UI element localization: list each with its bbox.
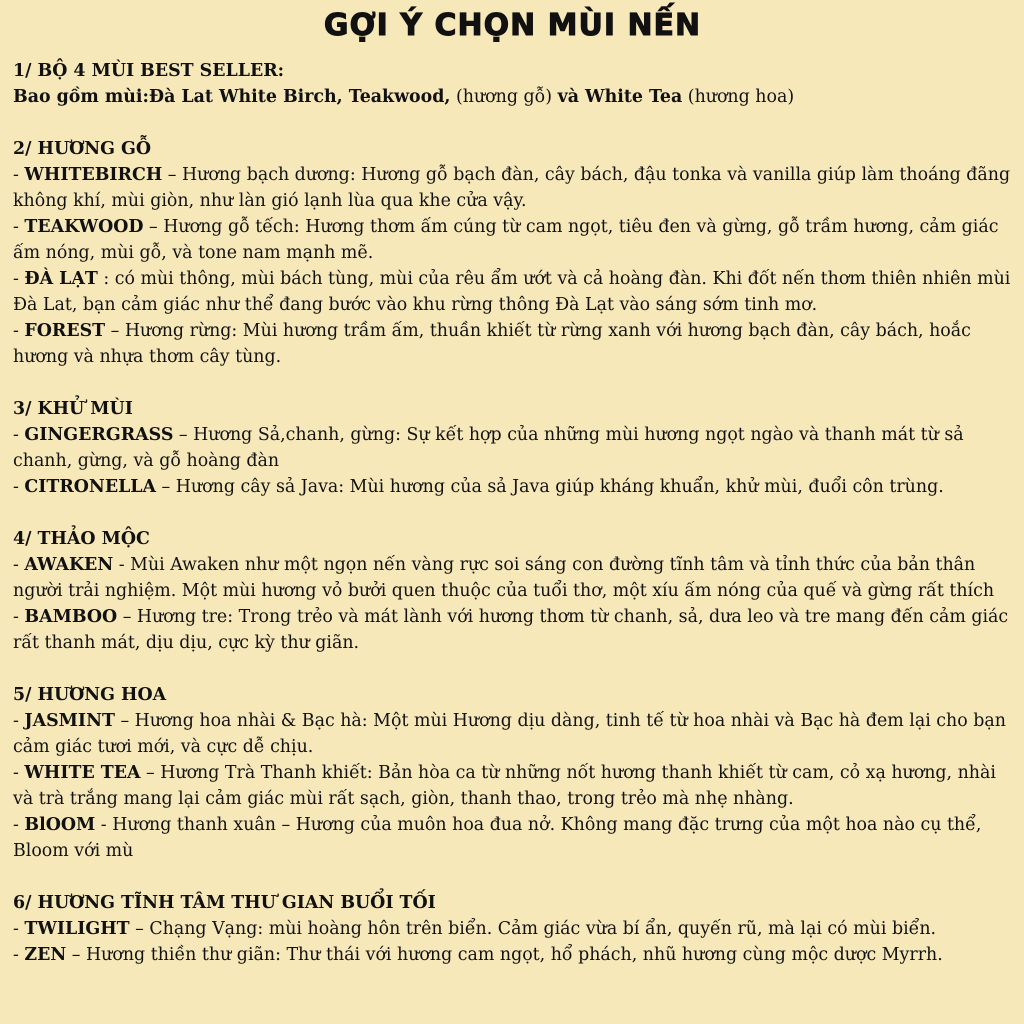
scent-name: GINGERGRASS: [24, 425, 174, 445]
page-title: GỢI Ý CHỌN MÙI NẾN: [323, 8, 702, 43]
scent-item-forest: - FOREST – Hương rừng: Mùi hương trầm ấm, thuần khiết từ rừng xanh với hương bạch đàn, cây bách, hoắc hương và nhựa thơm cây tùng.: [13, 321, 971, 367]
scent-item-da-lat: - ĐÀ LẠT : có mùi thông, mùi bách tùng, mùi của rêu ẩm ướt và cả hoàng đàn. Khi đốt nến thơm thiên nhiên mùi Đà Lat, bạn cảm giác như thể đang bước vào khu rừng thông Đà Lạt vào sáng sớm tinh mơ.: [13, 269, 1011, 315]
scent-desc: : có mùi thông, mùi bách tùng, mùi của rêu ẩm ướt và cả hoàng đàn. Khi đốt nến thơm thiên nhiên mùi Đà Lat, bạn cảm giác như thể đang bước vào khu rừng thông Đà Lạt vào sáng sớm tinh mơ.: [13, 269, 1011, 315]
section-floral: [13, 682, 1012, 864]
scent-item-awaken: - AWAKEN - Mùi Awaken như một ngọn nến vàng rực soi sáng con đường tĩnh tâm và tỉnh thức của bản thân người trải nghiệm. Một mùi hương vỏ bưởi quen thuộc của tuổi thơ, một xíu ấm nóng của quế và gừng rất thích: [13, 555, 995, 601]
intro-names: Bao gồm mùi:Đà Lat White Birch, Teakwood,: [13, 87, 451, 107]
scent-name: JASMINT: [24, 711, 115, 731]
section-heading: 4/ THẢO MỘC: [13, 529, 150, 549]
scent-name: AWAKEN: [24, 555, 114, 575]
scent-desc: – Hương hoa nhài & Bạc hà: Một mùi Hương dịu dàng, tinh tế từ hoa nhài và Bạc hà đem lại cho bạn cảm giác tươi mới, và cực dễ chịu.: [13, 711, 1006, 757]
scent-item-bamboo: - BAMBOO – Hương tre: Trong trẻo và mát lành với hương thơm từ chanh, sả, dưa leo và tre mang đến cảm giác rất thanh mát, dịu dịu, cực kỳ thư giãn.: [13, 607, 1009, 653]
intro-wood-note: (hương gỗ): [450, 87, 558, 107]
scent-item-zen: - ZEN – Hương thiền thư giãn: Thư thái với hương cam ngọt, hổ phách, nhũ hương cùng mộc dược Myrrh.: [13, 945, 943, 965]
section-best-seller: [13, 58, 1012, 110]
scent-desc: - Mùi Awaken như một ngọn nến vàng rực soi sáng con đường tĩnh tâm và tỉnh thức của bản thân người trải nghiệm. Một mùi hương vỏ bưởi quen thuộc của tuổi thơ, một xíu ấm nóng của quế và gừng rất thích: [13, 555, 995, 601]
section-heading: 2/ HƯƠNG GỖ: [13, 139, 152, 159]
section-heading: 3/ KHỬ MÙI: [13, 399, 133, 419]
scent-item-citronella: - CITRONELLA – Hương cây sả Java: Mùi hương của sả Java giúp kháng khuẩn, khử mùi, đuổi côn trùng.: [13, 477, 944, 497]
section-deodorize: [13, 396, 1012, 500]
scent-desc: – Hương rừng: Mùi hương trầm ấm, thuần khiết từ rừng xanh với hương bạch đàn, cây bách, hoắc hương và nhựa thơm cây tùng.: [13, 321, 971, 367]
scent-desc: – Hương tre: Trong trẻo và mát lành với hương thơm từ chanh, sả, dưa leo và tre mang đến cảm giác rất thanh mát, dịu dịu, cực kỳ thư giãn.: [13, 607, 1009, 653]
scent-name: WHITE TEA: [24, 763, 141, 783]
scent-name: ZEN: [24, 945, 67, 965]
scent-name: ĐÀ LẠT: [24, 269, 98, 289]
intro-white-tea: và White Tea: [557, 87, 683, 107]
scent-item-bloom: - BlOOM - Hương thanh xuân – Hương của muôn hoa đua nở. Không mang đặc trưng của một hoa nào cụ thể, Bloom với mù: [13, 815, 982, 861]
intro-flower-note: (hương hoa): [682, 87, 795, 107]
scent-desc: – Hương thiền thư giãn: Thư thái với hương cam ngọt, hổ phách, nhũ hương cùng mộc dược Myrrh.: [66, 945, 943, 965]
scent-name: TWILIGHT: [24, 919, 130, 939]
scent-name: BAMBOO: [24, 607, 118, 627]
section-heading: 5/ HƯƠNG HOA: [13, 685, 167, 705]
section-heading: 1/ BỘ 4 MÙI BEST SELLER:: [13, 61, 285, 81]
section-wood: [13, 136, 1012, 370]
scent-desc: – Hương Sả,chanh, gừng: Sự kết hợp của những mùi hương ngọt ngào và thanh mát từ sả chanh, gừng, và gỗ hoàng đàn: [13, 425, 964, 471]
section-evening-relax: [13, 890, 1012, 968]
scent-item-white-tea: - WHITE TEA – Hương Trà Thanh khiết: Bản hòa ca từ những nốt hương thanh khiết từ cam, cỏ xạ hương, nhài và trà trắng mang lại cảm giác mùi rất sạch, giòn, thanh thao, trong trẻo mà nhẹ nhàng.: [13, 763, 996, 809]
scent-desc: – Hương bạch dương: Hương gỗ bạch đàn, cây bách, đậu tonka và vanilla giúp làm thoáng đãng không khí, mùi giòn, như làn gió lạnh lùa qua khe cửa vậy.: [13, 165, 1011, 211]
scent-desc: – Hương gỗ tếch: Hương thơm ấm cúng từ cam ngọt, tiêu đen và gừng, gỗ trầm hương, cảm giác ấm nóng, mùi gỗ, và tone nam mạnh mẽ.: [13, 217, 999, 263]
scent-item-twilight: - TWILIGHT – Chạng Vạng: mùi hoàng hôn trên biển. Cảm giác vừa bí ẩn, quyến rũ, mà lại có mùi biển.: [13, 919, 937, 939]
scent-name: CITRONELLA: [24, 477, 157, 497]
scent-desc: – Chạng Vạng: mùi hoàng hôn trên biển. Cảm giác vừa bí ẩn, quyến rũ, mà lại có mùi biển.: [129, 919, 937, 939]
section-heading: 6/ HƯƠNG TĨNH TÂM THƯ GIAN BUỔI TỐI: [13, 893, 436, 913]
scent-desc: - Hương thanh xuân – Hương của muôn hoa đua nở. Không mang đặc trưng của một hoa nào cụ thể, Bloom với mù: [13, 815, 982, 861]
scent-item-teakwood: - TEAKWOOD – Hương gỗ tếch: Hương thơm ấm cúng từ cam ngọt, tiêu đen và gừng, gỗ trầm hương, cảm giác ấm nóng, mùi gỗ, và tone nam mạnh mẽ.: [13, 217, 999, 263]
section-herbal: [13, 526, 1012, 656]
scent-name: FOREST: [24, 321, 106, 341]
scent-name: WHITEBIRCH: [24, 165, 163, 185]
scent-item-whitebirch: - WHITEBIRCH – Hương bạch dương: Hương gỗ bạch đàn, cây bách, đậu tonka và vanilla giúp làm thoáng đãng không khí, mùi giòn, như làn gió lạnh lùa qua khe cửa vậy.: [13, 165, 1011, 211]
content: [13, 58, 1012, 968]
scent-desc: – Hương cây sả Java: Mùi hương của sả Java giúp kháng khuẩn, khử mùi, đuổi côn trùng.: [156, 477, 944, 497]
scent-name: BlOOM: [24, 815, 96, 835]
best-seller-intro: [13, 84, 1012, 110]
scent-name: TEAKWOOD: [24, 217, 144, 237]
scent-item-jasmint: - JASMINT – Hương hoa nhài & Bạc hà: Một mùi Hương dịu dàng, tinh tế từ hoa nhài và Bạc hà đem lại cho bạn cảm giác tươi mới, và cực dễ chịu.: [13, 711, 1006, 757]
scent-desc: – Hương Trà Thanh khiết: Bản hòa ca từ những nốt hương thanh khiết từ cam, cỏ xạ hương, nhài và trà trắng mang lại cảm giác mùi rất sạch, giòn, thanh thao, trong trẻo mà nhẹ nhàng.: [13, 763, 996, 809]
scent-item-gingergrass: - GINGERGRASS – Hương Sả,chanh, gừng: Sự kết hợp của những mùi hương ngọt ngào và thanh mát từ sả chanh, gừng, và gỗ hoàng đàn: [13, 425, 964, 471]
